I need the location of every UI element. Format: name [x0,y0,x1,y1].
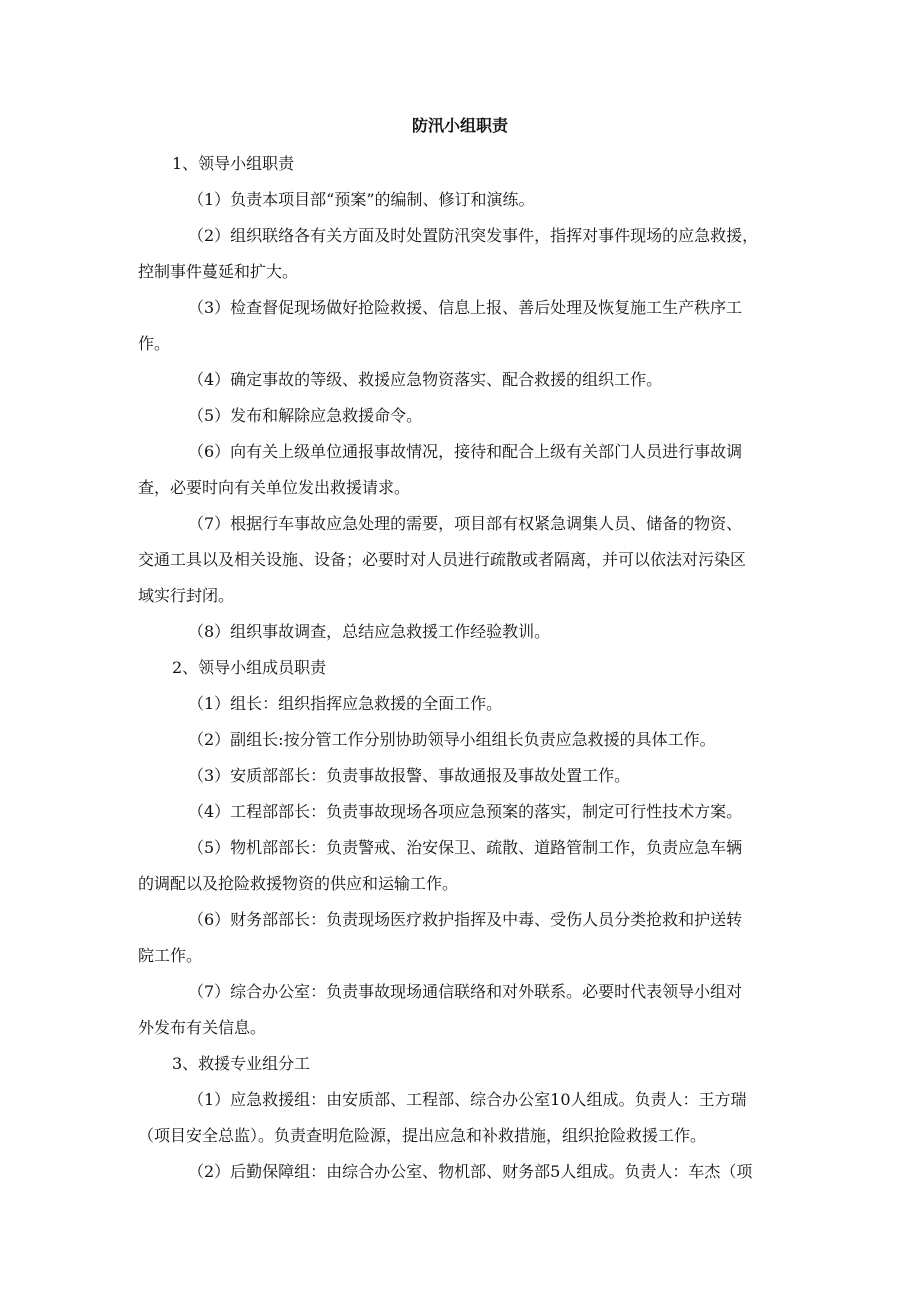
section-heading: 3、救援专业组分工 [172,1054,311,1073]
continuation-line: 查，必要时向有关单位发出救援请求。 [138,478,411,497]
list-item-line: （1）组长：组织指挥应急救援的全面工作。 [188,694,503,713]
list-item-line: （1）负责本项目部“预案”的编制、修订和演练。 [188,190,535,209]
list-item-line: （7）根据行车事故应急处理的需要，项目部有权紧急调集人员、储备的物资、 [188,514,743,533]
continuation-line: （项目安全总监）。负责查明危险源，提出应急和补救措施，组织抢险救援工作。 [138,1126,707,1145]
continuation-line: 域实行封闭。 [138,586,235,605]
continuation-line: 控制事件蔓延和扩大。 [138,262,299,281]
continuation-line: 的调配以及抢险救援物资的供应和运输工作。 [138,874,459,893]
list-item-line: （1）应急救援组：由安质部、工程部、综合办公室10人组成。负责人：王方瑞 [188,1090,747,1109]
list-item-line: （4）确定事故的等级、救援应急物资落实、配合救援的组织工作。 [188,370,663,389]
list-item-line: （2）副组长:按分管工作分别协助领导小组组长负责应急救援的具体工作。 [188,730,716,749]
list-item-line: （3）安质部部长：负责事故报警、事故通报及事故处置工作。 [188,766,631,785]
list-item-line: （5）发布和解除应急救援命令。 [188,406,423,425]
list-item-line: （6）向有关上级单位通报事故情况，接待和配合上级有关部门人员进行事故调 [188,442,743,461]
continuation-line: 交通工具以及相关设施、设备；必要时对人员进行疏散或者隔离，并可以依法对污染区 [138,550,747,569]
document-body [138,146,786,1190]
continuation-line: 作。 [138,334,171,353]
list-item-line: （8）组织事故调查，总结应急救援工作经验教训。 [188,622,551,641]
list-item-line: （5）物机部部长：负责警戒、治安保卫、疏散、道路管制工作，负责应急车辆 [188,838,743,857]
document-title: 防汛小组职责 [411,116,508,135]
section-heading: 2、领导小组成员职责 [172,658,327,677]
list-item-line: （2）后勤保障组：由综合办公室、物机部、财务部5人组成。负责人：车杰（项 [188,1162,753,1181]
list-item-line: （4）工程部部长：负责事故现场各项应急预案的落实，制定可行性技术方案。 [188,802,743,821]
list-item-line: （3）检查督促现场做好抢险救援、信息上报、善后处理及恢复施工生产秩序工 [188,298,743,317]
section-heading: 1、领导小组职责 [172,154,295,173]
continuation-line: 外发布有关信息。 [138,1018,267,1037]
list-item-line: （2）组织联络各有关方面及时处置防汛突发事件，指挥对事件现场的应急救援， [188,226,759,245]
list-item-line: （7）综合办公室：负责事故现场通信联络和对外联系。必要时代表领导小组对 [188,982,743,1001]
list-item-line: （6）财务部部长：负责现场医疗救护指挥及中毒、受伤人员分类抢救和护送转 [188,910,743,929]
continuation-line: 院工作。 [138,946,203,965]
